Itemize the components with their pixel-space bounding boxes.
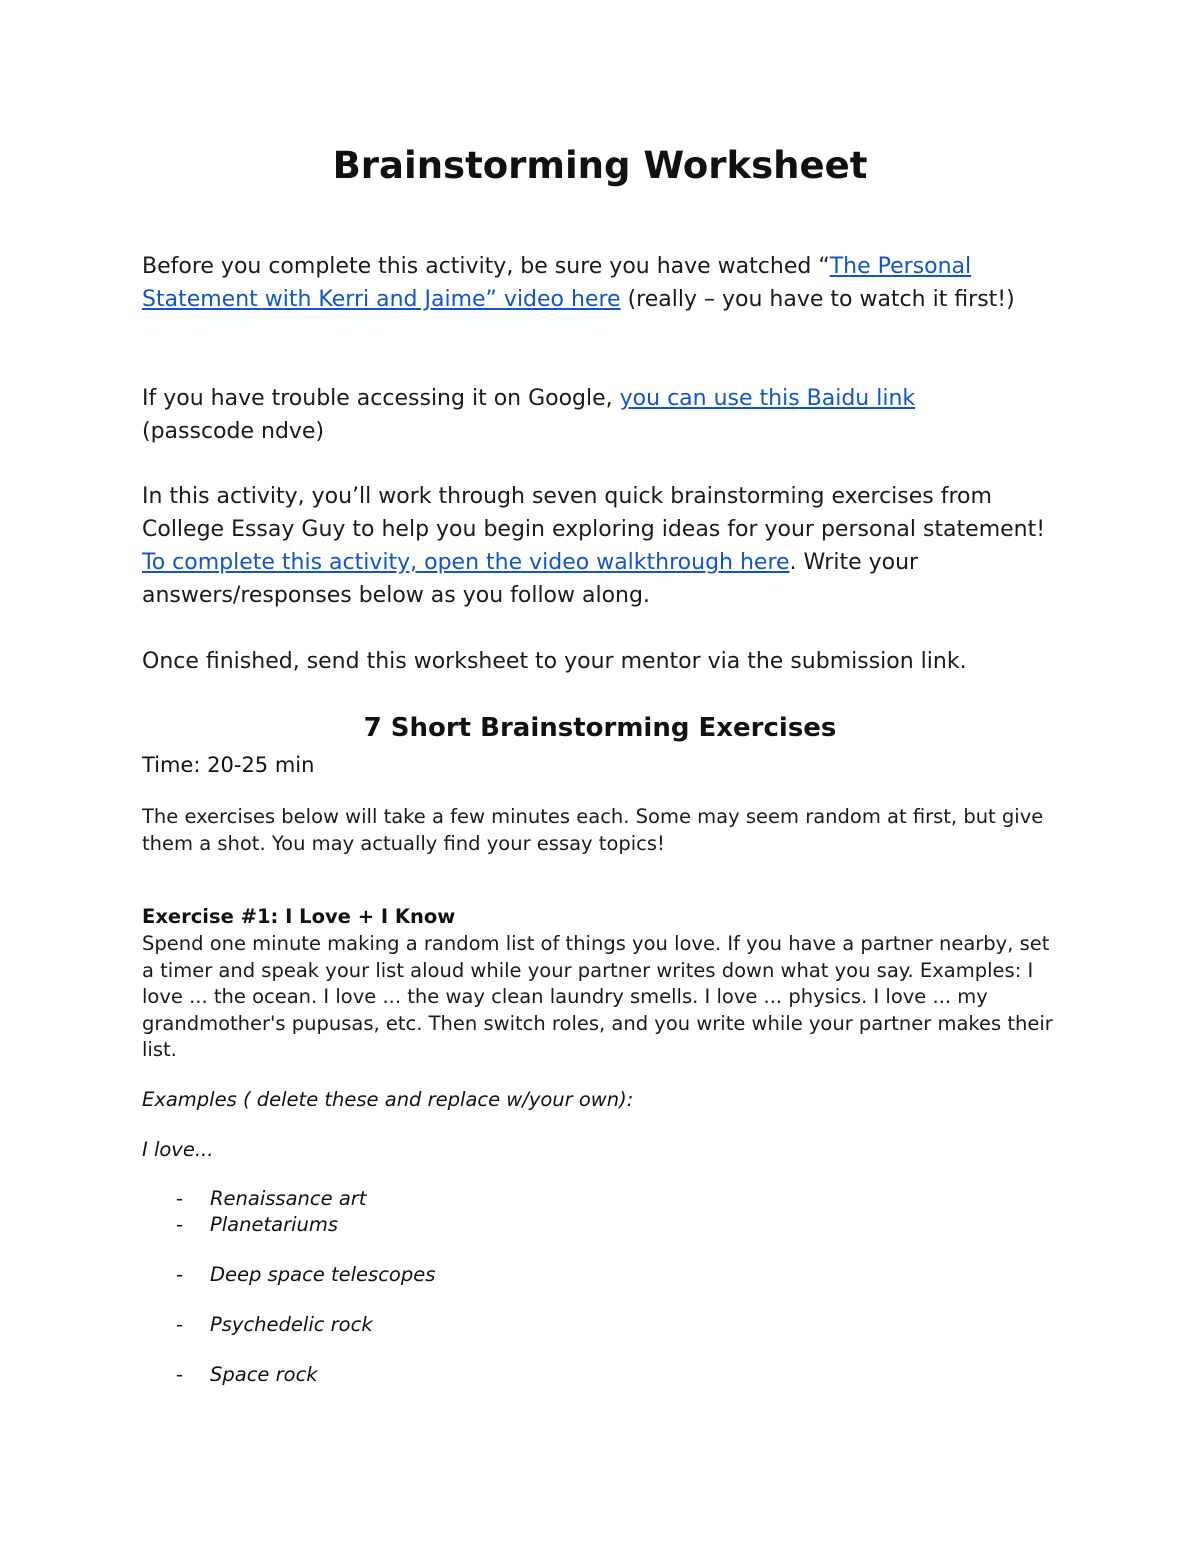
list-item-text: Renaissance art <box>210 1187 367 1210</box>
intro-paragraph-baidu <box>142 382 1062 448</box>
list-item-text: Deep space telescopes <box>210 1263 436 1286</box>
intro-text: If you have trouble accessing it on Google, <box>142 386 620 411</box>
list-item-text: Space rock <box>210 1363 318 1386</box>
page-title: Brainstorming Worksheet <box>332 144 868 187</box>
intro-paragraph-submit: Once finished, send this worksheet to your mentor via the submission link. <box>142 649 967 674</box>
bullet-dash: - <box>176 1213 184 1236</box>
intro-text: (really – you have to watch it first!) <box>620 287 1015 312</box>
list-item <box>142 1212 338 1239</box>
baidu-link[interactable]: you can use this Baidu link <box>619 386 916 411</box>
bullet-dash: - <box>176 1263 184 1286</box>
walkthrough-link[interactable]: To complete this activity, open the video walkthrough here <box>142 550 790 575</box>
i-love-label: I love... <box>142 1138 214 1161</box>
intro-paragraph-activity <box>142 480 1062 612</box>
video-link[interactable]: The Personal Statement with Kerri and Jaime” video here <box>142 254 972 312</box>
section-description: The exercises below will take a few minutes each. Some may seem random at first, but give them a shot. You may actually find your essay topics! <box>142 805 1044 855</box>
intro-paragraph-video <box>142 250 1062 316</box>
examples-label: Examples ( delete these and replace w/your own): <box>142 1088 634 1111</box>
list-item <box>142 1362 318 1389</box>
section-title: 7 Short Brainstorming Exercises <box>363 713 837 743</box>
intro-text: . Write your answers/responses below as you follow along. <box>142 550 919 608</box>
list-item <box>142 1262 435 1289</box>
list-item <box>142 1186 366 1213</box>
time-estimate: Time: 20-25 min <box>142 753 315 777</box>
intro-text: In this activity, you’ll work through seven quick brainstorming exercises from College Essay Guy to help you begin exploring ideas for your personal statement! <box>142 484 1046 542</box>
passcode-text: (passcode ndve) <box>142 419 325 444</box>
intro-text: Before you complete this activity, be sure you have watched “ <box>142 254 830 279</box>
exercise-heading: Exercise #1: I Love + I Know <box>142 905 456 928</box>
list-item <box>142 1312 373 1339</box>
list-item-text: Planetariums <box>210 1213 339 1236</box>
bullet-dash: - <box>176 1313 184 1336</box>
list-item-text: Psychedelic rock <box>210 1313 373 1336</box>
bullet-dash: - <box>176 1187 184 1210</box>
bullet-dash: - <box>176 1363 184 1386</box>
exercise-instructions: Spend one minute making a random list of things you love. If you have a partner nearby, set a timer and speak your list aloud while your partner writes down what you say. Examples: I love ... the ocean. I love ... the way clean laundry smells. I love ... physics. I love ... my grandmother's pupusas, etc. Then switch roles, and you write while your partner makes their list. <box>142 932 1053 1061</box>
